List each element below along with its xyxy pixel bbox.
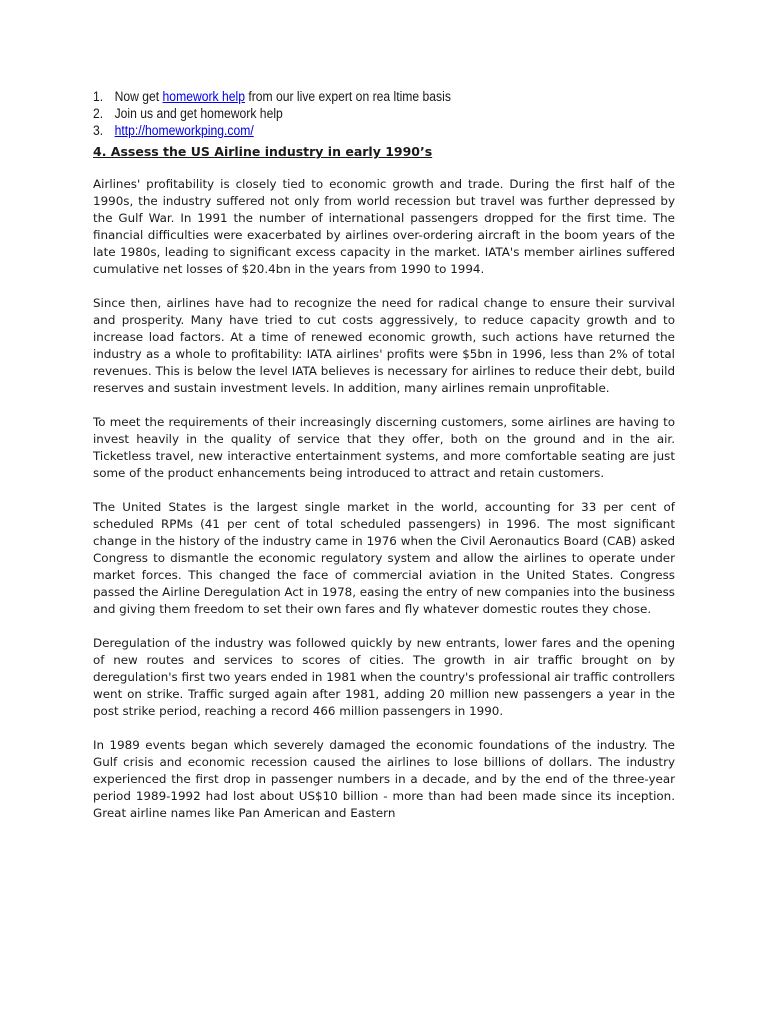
section-heading: 4. Assess the US Airline industry in early 1990’s — [93, 144, 433, 159]
homeworkping-link[interactable]: http://homeworkping.com/ — [114, 123, 254, 138]
list-number: 3. — [93, 123, 104, 138]
paragraph-3: To meet the requirements of their increasingly discerning customers, some airlines are having to invest heavily in the quality of service that they offer, both on the ground and in the air. Ticketless travel, new interactive entertainment systems, and more comfortable seating are just some of the product enhancements being introduced to attract and retain customers. — [93, 415, 675, 480]
promo-list — [93, 88, 617, 139]
list-number: 2. — [93, 106, 104, 121]
list-text: Now get — [114, 89, 163, 104]
list-text: Join us and get homework help — [114, 106, 283, 121]
paragraph-6: In 1989 events began which severely damaged the economic foundations of the industry. The Gulf crisis and economic recession caused the airlines to lose billions of dollars. The industry experienced the first drop in passenger numbers in a decade, and by the end of the three-year period 1989-1992 had lost about US$10 billion - more than had been made since its inception. Great airline names like Pan American and Eastern — [93, 738, 675, 820]
homework-help-link[interactable]: homework help — [162, 89, 245, 104]
body-text — [93, 176, 675, 822]
document-page — [93, 88, 675, 839]
paragraph-1: Airlines' profitability is closely tied to economic growth and trade. During the first half of the 1990s, the industry suffered not only from world recession but travel was further depressed by the Gulf War. In 1991 the number of international passengers dropped for the first time. The financial difficulties were exacerbated by airlines over-ordering aircraft in the boom years of the late 1980s, leading to significant excess capacity in the market. IATA's member airlines suffered cumulative net losses of $20.4bn in the years from 1990 to 1994. — [93, 177, 675, 276]
list-number: 1. — [93, 89, 104, 104]
paragraph-4: The United States is the largest single market in the world, accounting for 33 per cent of scheduled RPMs (41 per cent of total scheduled passengers) in 1996. The most significant change in the history of the industry came in 1976 when the Civil Aeronautics Board (CAB) asked Congress to dismantle the economic regulatory system and allow the airlines to operate under market forces. This changed the face of commercial aviation in the United States. Congress passed the Airline Deregulation Act in 1978, easing the entry of new companies into the business and giving them freedom to set their own fares and fly whatever domestic routes they chose. — [93, 500, 675, 616]
list-item — [93, 88, 617, 105]
list-item — [93, 105, 617, 122]
list-text: from our live expert on rea ltime basis — [244, 89, 451, 104]
paragraph-5: Deregulation of the industry was followed quickly by new entrants, lower fares and the opening of new routes and services to scores of cities. The growth in air traffic brought on by deregulation's first two years ended in 1981 when the country's professional air traffic controllers went on strike. Traffic surged again after 1981, adding 20 million new passengers a year in the post strike period, reaching a record 466 million passengers in 1990. — [93, 636, 675, 718]
list-item — [93, 122, 617, 139]
paragraph-2: Since then, airlines have had to recognize the need for radical change to ensure their survival and prosperity. Many have tried to cut costs aggressively, to reduce capacity growth and to increase load factors. At a time of renewed economic growth, such actions have returned the industry as a whole to profitability: IATA airlines' profits were $5bn in 1996, less than 2% of total revenues. This is below the level IATA believes is necessary for airlines to reduce their debt, build reserves and sustain investment levels. In addition, many airlines remain unprofitable. — [93, 296, 675, 395]
